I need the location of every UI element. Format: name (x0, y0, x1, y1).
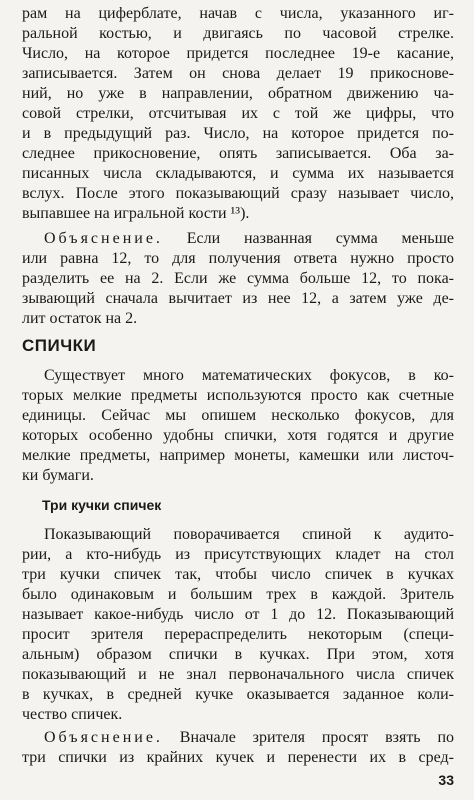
text-line: совой стрелки, отсчитывая их с той же цифры, что (22, 105, 454, 122)
section-heading: СПИЧКИ (22, 336, 97, 355)
text-line: три кучки спичек так, чтобы число спичек в кучках (22, 566, 454, 583)
text-line: мелкие предметы, например монеты, камешки или листоч- (22, 447, 454, 464)
text-line: в кучках, в средней кучке оказывается заданное коли- (22, 686, 454, 703)
text-line: лит остаток на 2. (22, 310, 138, 327)
text-line: зывающий сначала вычитает из нее 12, а затем уже де- (22, 290, 454, 307)
text-line: торых мелкие предметы используются просто как счетные (22, 387, 454, 404)
text-line: и в предыдущий раз. Число, на которое придется по- (22, 125, 454, 142)
text-line: называет какое-нибудь число от 1 до 12. Показывающий (22, 606, 454, 623)
text-line: чество спичек. (22, 706, 123, 723)
text-line: рам на циферблате, начав с числа, указанного иг- (22, 5, 454, 22)
text-line: было одинаковым и большим трех в каждой. Зритель (22, 586, 454, 603)
text-line: единицы. Сейчас мы опишем несколько фокусов, для (22, 407, 454, 424)
text-line: следнее прикосновение, опять записывается. Оба за- (22, 145, 454, 162)
text-line: Показывающий поворачивается спиной к аудито- (44, 526, 454, 543)
text-line: Число, на которое придется последнее 19-е касание, (22, 45, 454, 62)
text-line: записывается. Затем он снова делает 19 прикоснове- (22, 65, 454, 82)
text-line: или равна 12, то для получения ответа нужно просто (22, 250, 454, 267)
text-line: Существует много математических фокусов, в ко- (44, 367, 454, 384)
text-line: альным) образом спички в кучках. При этом, хотя (22, 646, 454, 663)
subsection-heading: Три кучки спичек (42, 497, 162, 513)
text-line: ки бумаги. (22, 467, 94, 484)
text-line: писанных числа складываются, и сумма их называется (22, 165, 454, 182)
explanation-text: Вначале зрителя просят взять по (179, 729, 454, 746)
text-line: просит зрителя перераспределить некоторым (специ- (22, 626, 454, 643)
explanation-label: Объяснение. (44, 230, 163, 247)
page-number: 33 (438, 772, 454, 788)
text-line (44, 728, 454, 748)
text-line (44, 229, 454, 249)
text-line: вслух. После этого показывающий сразу называет число, (22, 185, 454, 202)
explanation-text: Если названная сумма меньше (186, 230, 454, 247)
text-line: разделить ее на 2. Если же сумма больше 12, то пока- (22, 270, 454, 287)
text-line: три спички из крайних кучек и перенести их в сред- (22, 749, 454, 766)
text-line: рии, а кто-нибудь из присутствующих кладет на стол (22, 546, 454, 563)
text-line: ний, но уже в направлении, обратном движению ча- (22, 85, 454, 102)
text-line: показывающий и не знал первоначального числа спичек (22, 666, 454, 683)
explanation-label: Объяснение. (44, 729, 163, 746)
text-line: ральной костью, и двигаясь по часовой стрелке. (22, 25, 454, 42)
text-line: выпавшее на игральной кости ¹³). (22, 205, 250, 222)
text-line: которых особенно удобны спички, хотя годятся и другие (22, 427, 454, 444)
